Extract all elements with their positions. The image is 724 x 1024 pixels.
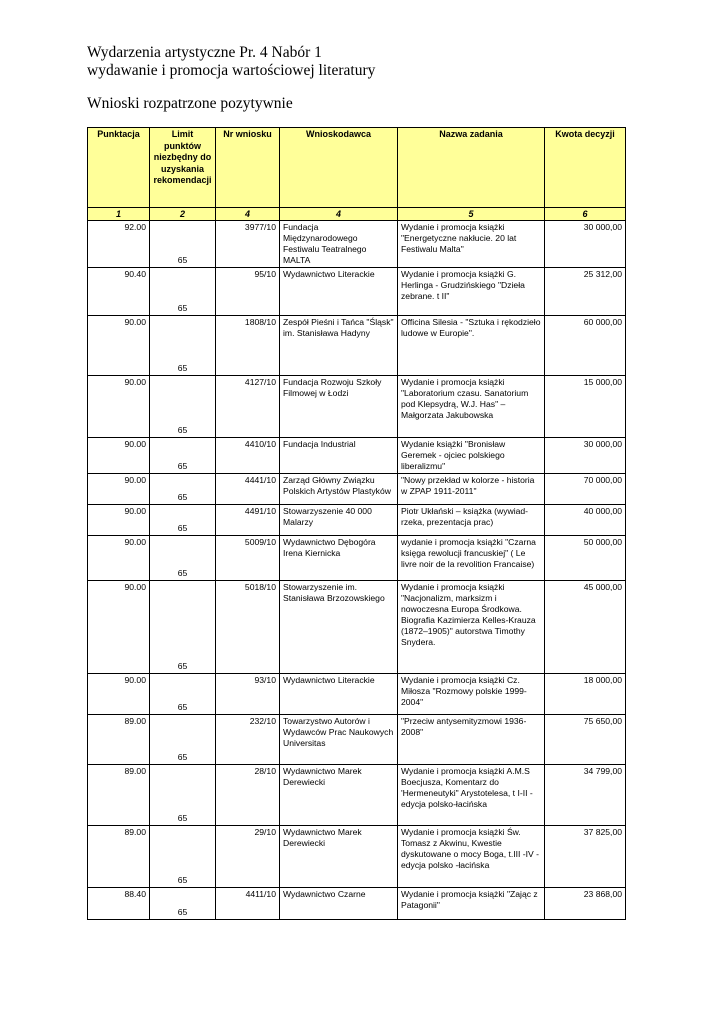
table-row — [88, 505, 626, 536]
col-number: 6 — [545, 208, 626, 221]
results-table — [87, 127, 626, 920]
cell-applicant: Wydawnictwo Dębogóra Irena Kiernicka — [280, 536, 398, 581]
cell-task-name: "Nowy przekład w kolorze - historia w ZPAP 1911-2011" — [398, 474, 545, 505]
cell-application-number: 232/10 — [216, 715, 280, 765]
title-line-2: wydawanie i promocja wartościowej literatury — [87, 62, 376, 79]
cell-application-number: 95/10 — [216, 268, 280, 316]
cell-limit: 65 — [150, 316, 216, 376]
col-header-task: Nazwa zadania — [398, 128, 545, 208]
cell-applicant: Towarzystwo Autorów i Wydawców Prac Naukowych Universitas — [280, 715, 398, 765]
cell-amount: 60 000,00 — [545, 316, 626, 376]
cell-limit: 65 — [150, 674, 216, 715]
cell-score: 90.00 — [88, 474, 150, 505]
cell-task-name: Wydanie i promocja książki "Laboratorium czasu. Sanatorium pod Klepsydrą, W.J. Has" – Małgorzata Jakubowska — [398, 376, 545, 438]
column-number-row — [88, 208, 626, 221]
document-title — [87, 44, 375, 80]
cell-applicant: Wydawnictwo Marek Derewiecki — [280, 826, 398, 888]
col-header-score: Punktacja — [88, 128, 150, 208]
cell-limit: 65 — [150, 715, 216, 765]
col-number: 4 — [280, 208, 398, 221]
cell-task-name: Wydanie i promocja książki Św. Tomasz z Akwinu, Kwestie dyskutowane o mocy Boga, t.III -IV - edycja polsko -łacińska — [398, 826, 545, 888]
cell-applicant: Stowarzyszenie im. Stanisława Brzozowskiego — [280, 581, 398, 674]
cell-application-number: 93/10 — [216, 674, 280, 715]
cell-amount: 30 000,00 — [545, 221, 626, 268]
cell-application-number: 29/10 — [216, 826, 280, 888]
table-row — [88, 474, 626, 505]
col-header-amount: Kwota decyzji — [545, 128, 626, 208]
cell-score: 90.00 — [88, 581, 150, 674]
table-row — [88, 674, 626, 715]
cell-application-number: 28/10 — [216, 765, 280, 826]
col-header-limit: Limit punktów niezbędny do uzyskania rekomendacji — [150, 128, 216, 208]
table-row — [88, 221, 626, 268]
cell-application-number: 5009/10 — [216, 536, 280, 581]
cell-task-name: Wydanie i promocja książki "Energetyczne nakłucie. 20 lat Festiwalu Malta" — [398, 221, 545, 268]
cell-score: 90.00 — [88, 505, 150, 536]
cell-applicant: Fundacja Industrial — [280, 438, 398, 474]
col-header-nr: Nr wniosku — [216, 128, 280, 208]
cell-applicant: Fundacja Rozwoju Szkoły Filmowej w Łodzi — [280, 376, 398, 438]
cell-amount: 34 799,00 — [545, 765, 626, 826]
cell-limit: 65 — [150, 438, 216, 474]
cell-amount: 15 000,00 — [545, 376, 626, 438]
cell-application-number: 4410/10 — [216, 438, 280, 474]
cell-score: 88.40 — [88, 888, 150, 920]
cell-score: 90.00 — [88, 316, 150, 376]
cell-applicant: Wydawnictwo Marek Derewiecki — [280, 765, 398, 826]
cell-amount: 45 000,00 — [545, 581, 626, 674]
col-number: 1 — [88, 208, 150, 221]
cell-task-name: Wydanie i promocja książki "Zając z Patagonii" — [398, 888, 545, 920]
cell-amount: 70 000,00 — [545, 474, 626, 505]
cell-task-name: wydanie i promocja książki "Czarna księga rewolucji francuskiej" ( Le livre noir de la revolition Francaise) — [398, 536, 545, 581]
cell-amount: 75 650,00 — [545, 715, 626, 765]
cell-amount: 40 000,00 — [545, 505, 626, 536]
cell-limit: 65 — [150, 536, 216, 581]
cell-limit: 65 — [150, 505, 216, 536]
cell-application-number: 5018/10 — [216, 581, 280, 674]
cell-score: 90.00 — [88, 438, 150, 474]
cell-application-number: 4441/10 — [216, 474, 280, 505]
table-row — [88, 438, 626, 474]
cell-task-name: Wydanie książki "Bronisław Geremek - ojciec polskiego liberalizmu" — [398, 438, 545, 474]
table-row — [88, 826, 626, 888]
cell-score: 90.00 — [88, 536, 150, 581]
cell-amount: 25 312,00 — [545, 268, 626, 316]
table-row — [88, 888, 626, 920]
cell-applicant: Fundacja Międzynarodowego Festiwalu Teatralnego MALTA — [280, 221, 398, 268]
cell-task-name: Wydanie i promocja książki G. Herlinga - Grudzińskiego "Dzieła zebrane. t II" — [398, 268, 545, 316]
cell-application-number: 4411/10 — [216, 888, 280, 920]
cell-application-number: 4127/10 — [216, 376, 280, 438]
cell-applicant: Wydawnictwo Literackie — [280, 674, 398, 715]
table-row — [88, 581, 626, 674]
cell-limit: 65 — [150, 888, 216, 920]
col-number: 2 — [150, 208, 216, 221]
cell-limit: 65 — [150, 376, 216, 438]
cell-score: 90.40 — [88, 268, 150, 316]
col-header-applicant: Wnioskodawca — [280, 128, 398, 208]
cell-limit: 65 — [150, 826, 216, 888]
table-row — [88, 316, 626, 376]
cell-limit: 65 — [150, 221, 216, 268]
cell-amount: 23 868,00 — [545, 888, 626, 920]
cell-score: 90.00 — [88, 674, 150, 715]
cell-score: 92.00 — [88, 221, 150, 268]
header-row — [88, 128, 626, 208]
cell-application-number: 1808/10 — [216, 316, 280, 376]
table-row — [88, 268, 626, 316]
cell-limit: 65 — [150, 268, 216, 316]
table-row — [88, 715, 626, 765]
cell-task-name: "Przeciw antysemityzmowi 1936-2008" — [398, 715, 545, 765]
cell-limit: 65 — [150, 581, 216, 674]
cell-score: 89.00 — [88, 765, 150, 826]
cell-application-number: 3977/10 — [216, 221, 280, 268]
cell-task-name: Wydanie i promocja książki "Nacjonalizm, marksizm i nowoczesna Europa Środkowa. Biografia Kazimierza Kelles-Krauza (1872–1905)" autorstwa Timothy Snydera. — [398, 581, 545, 674]
cell-applicant: Wydawnictwo Literackie — [280, 268, 398, 316]
col-number: 4 — [216, 208, 280, 221]
section-subtitle: Wnioski rozpatrzone pozytywnie — [87, 95, 293, 112]
cell-amount: 30 000,00 — [545, 438, 626, 474]
cell-task-name: Wydanie i promocja książki Cz. Miłosza "Rozmowy polskie 1999-2004" — [398, 674, 545, 715]
cell-limit: 65 — [150, 765, 216, 826]
cell-score: 89.00 — [88, 826, 150, 888]
cell-score: 90.00 — [88, 376, 150, 438]
cell-applicant: Zarząd Główny Związku Polskich Artystów Plastyków — [280, 474, 398, 505]
cell-amount: 18 000,00 — [545, 674, 626, 715]
col-number: 5 — [398, 208, 545, 221]
cell-task-name: Officina Silesia - "Sztuka i rękodzieło ludowe w Europie". — [398, 316, 545, 376]
cell-score: 89.00 — [88, 715, 150, 765]
cell-applicant: Wydawnictwo Czarne — [280, 888, 398, 920]
table-row — [88, 765, 626, 826]
cell-amount: 37 825,00 — [545, 826, 626, 888]
table-row — [88, 376, 626, 438]
cell-application-number: 4491/10 — [216, 505, 280, 536]
cell-applicant: Zespół Pieśni i Tańca "Śląsk" im. Stanisława Hadyny — [280, 316, 398, 376]
cell-applicant: Stowarzyszenie 40 000 Malarzy — [280, 505, 398, 536]
table-row — [88, 536, 626, 581]
table-body — [88, 221, 626, 920]
cell-task-name: Piotr Ukłański – książka (wywiad-rzeka, prezentacja prac) — [398, 505, 545, 536]
cell-task-name: Wydanie i promocja książki A.M.S Boecjusza, Komentarz do 'Hermeneutyki" Arystotelesa, t I-II - edycja polsko-łacińska — [398, 765, 545, 826]
title-line-1: Wydarzenia artystyczne Pr. 4 Nabór 1 — [87, 44, 322, 61]
cell-amount: 50 000,00 — [545, 536, 626, 581]
cell-limit: 65 — [150, 474, 216, 505]
